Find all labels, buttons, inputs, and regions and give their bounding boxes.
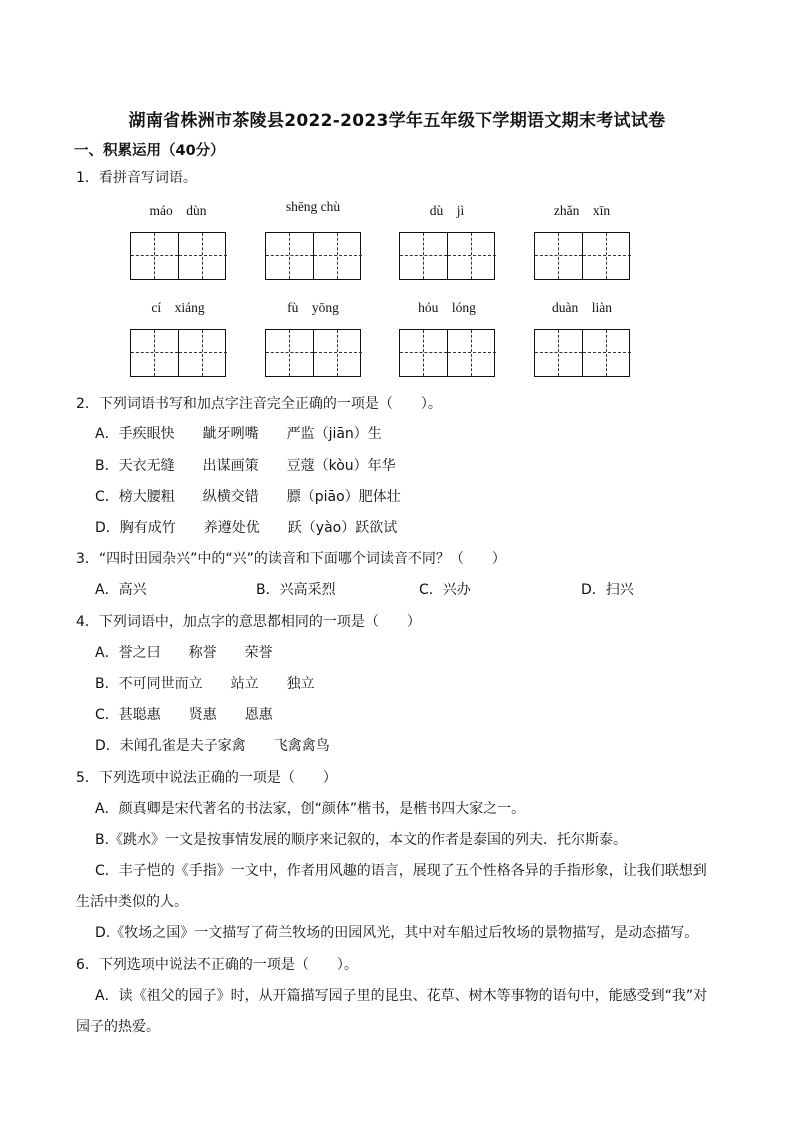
pinyin-label: máo dùn	[149, 203, 207, 218]
question-1-stem: 1．看拼音写词语。	[76, 170, 197, 186]
pinyin-label: zhǎn xīn	[553, 203, 611, 218]
writing-grid[interactable]	[534, 232, 630, 280]
option-a[interactable]: A．誉之曰 称誉 荣誉	[95, 645, 273, 661]
option-b[interactable]: B.《跳水》一文是按事情发展的顺序来记叙的，本文的作者是泰国的列夫．托尔斯泰。	[95, 832, 628, 848]
question-3-stem: 3．“四时田园杂兴”中的“兴”的读音和下面哪个词读音不同？（ ）	[76, 551, 506, 567]
page-title: 湖南省株洲市茶陵县2022-2023学年五年级下学期语文期末考试试卷	[128, 111, 666, 131]
option-c[interactable]: C．丰子恺的《手指》一文中，作者用风趣的语言，展现了五个性格各异的手指形象，让我们联想到	[95, 863, 707, 879]
section-heading: 一、积累运用（40分）	[74, 143, 225, 159]
writing-grid[interactable]	[265, 232, 361, 280]
option-d[interactable]: D．扫兴	[581, 582, 634, 598]
option-c[interactable]: C．甚聪惠 贤惠 恩惠	[95, 707, 273, 723]
pinyin-label: dù jì	[429, 203, 465, 218]
writing-grid[interactable]	[130, 329, 226, 377]
option-a[interactable]: A．读《祖父的园子》时，从开篇描写园子里的昆虫、花草、树木等事物的语句中，能感受到“我”对	[95, 988, 708, 1004]
option-d[interactable]: D．胸有成竹 养遵处优 跃（yào）跃欲试	[95, 520, 398, 536]
option-d[interactable]: D.《牧场之国》一文描写了荷兰牧场的田园风光，其中对车船过后牧场的景物描写，是动态描写。	[95, 925, 699, 941]
option-c-continued: 生活中类似的人。	[76, 894, 188, 910]
writing-grid[interactable]	[399, 329, 495, 377]
writing-grid[interactable]	[534, 329, 630, 377]
pinyin-label: cí xiáng	[151, 300, 205, 315]
pinyin-label: shēng chù	[285, 199, 341, 214]
question-6-stem: 6．下列选项中说法不正确的一项是（ ）。	[76, 957, 358, 973]
option-a-continued: 园子的热爱。	[76, 1019, 160, 1035]
option-b[interactable]: B．不可同世而立 站立 独立	[95, 676, 315, 692]
writing-grid[interactable]	[130, 232, 226, 280]
option-a[interactable]: A．颜真卿是宋代著名的书法家，创“颜体”楷书，是楷书四大家之一。	[95, 801, 526, 817]
question-5-stem: 5．下列选项中说法正确的一项是（ ）	[76, 770, 337, 786]
option-a[interactable]: A．高兴	[95, 582, 147, 598]
question-4-stem: 4．下列词语中，加点字的意思都相同的一项是（ ）	[76, 614, 421, 630]
option-a[interactable]: A．手疾眼快 龇牙咧嘴 严监（jiān）生	[95, 426, 382, 442]
option-d[interactable]: D．未闻孔雀是夫子家禽 飞禽禽鸟	[95, 738, 330, 754]
pinyin-label: fù yōng	[287, 300, 339, 315]
option-b[interactable]: B．天衣无缝 出谋画策 豆蔻（kòu）年华	[95, 458, 396, 474]
option-c[interactable]: C．榜大腰粗 纵横交错 膘（piāo）肥体壮	[95, 489, 401, 505]
writing-grid[interactable]	[399, 232, 495, 280]
option-b[interactable]: B．兴高采烈	[256, 582, 336, 598]
writing-grid[interactable]	[265, 329, 361, 377]
pinyin-label: duàn liàn	[552, 300, 612, 315]
option-c[interactable]: C．兴办	[419, 582, 471, 598]
pinyin-label: hóu lóng	[418, 300, 476, 315]
question-2-stem: 2．下列词语书写和加点字注音完全正确的一项是（ ）。	[76, 396, 442, 412]
